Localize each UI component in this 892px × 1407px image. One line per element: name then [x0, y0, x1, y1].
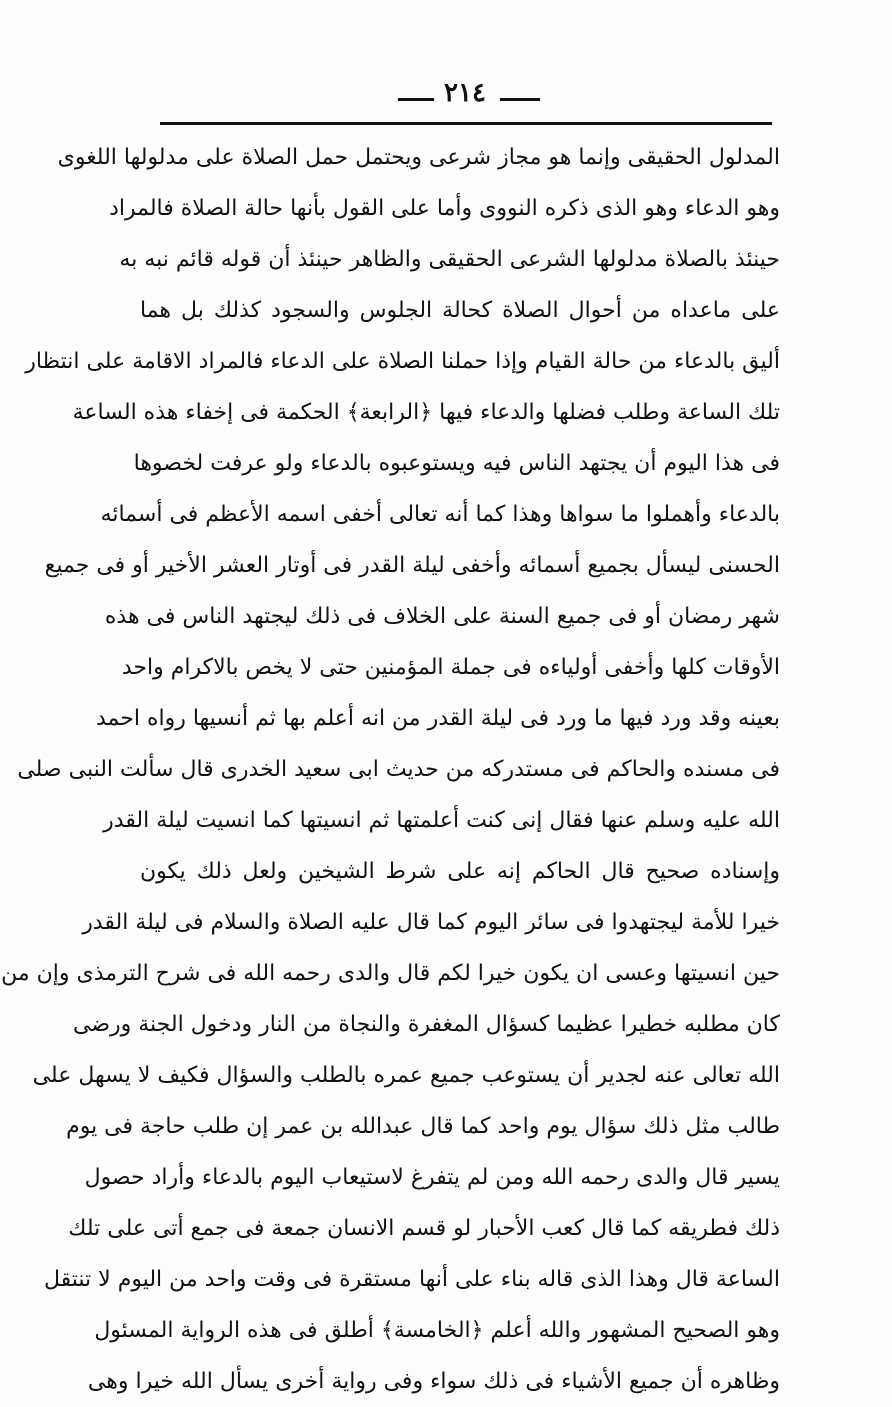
text-line: فى مسنده والحاكم فى مستدركه من حديث ابى سعيد الخدرى قال سألت النبى صلى	[17, 757, 780, 782]
page-number: ٢١٤	[444, 78, 486, 108]
text-line: حين انسيتها وعسى ان يكون خيرا لكم قال والدى رحمه الله فى شرح الترمذى وإن من	[1, 961, 780, 986]
text-line: بعينه وقد ورد فيها ما ورد فى ليلة القدر من انه أعلم بها ثم أنسيها رواه احمد	[95, 706, 780, 731]
text-line: خيرا للأمة ليجتهدوا فى سائر اليوم كما قال عليه الصلاة والسلام فى ليلة القدر	[82, 910, 780, 935]
text-line: الحسنى ليسأل بجميع أسمائه وأخفى ليلة القدر فى أوتار العشر الأخير أو فى جميع	[44, 553, 780, 578]
text-line: على ماعداه من أحوال الصلاة كحالة الجلوس والسجود كذلك بل هما	[140, 298, 780, 323]
text-line: الأوقات كلها وأخفى أولياءه فى جملة المؤمنين حتى لا يخص بالاكرام واحد	[121, 655, 780, 680]
text-line: يسير قال والدى رحمه الله ومن لم يتفرغ لاستيعاب اليوم بالدعاء وأراد حصول	[84, 1165, 780, 1190]
text-line: تلك الساعة وطلب فضلها والدعاء فيها ﴿الرابعة﴾ الحكمة فى إخفاء هذه الساعة	[72, 400, 780, 425]
text-line: الساعة قال وهذا الذى قاله بناء على أنها مستقرة فى وقت واحد من اليوم لا تنتقل	[43, 1267, 780, 1292]
page-header	[160, 78, 772, 124]
header-rule	[160, 122, 772, 125]
text-line: طالب مثل ذلك سؤال يوم واحد كما قال عبدالله بن عمر إن طلب حاجة فى يوم	[66, 1114, 780, 1139]
header-dash-right	[500, 98, 540, 101]
text-line: الله عليه وسلم عنها فقال إنى كنت أعلمتها ثم انسيتها كما انسيت ليلة القدر	[103, 808, 780, 833]
text-line: كان مطلبه خطيرا عظيما كسؤال المغفرة والنجاة من النار ودخول الجنة ورضى	[73, 1012, 780, 1037]
text-line: الله تعالى عنه لجدير أن يستوعب جميع عمره بالطلب والسؤال فكيف لا يسهل على	[32, 1063, 780, 1088]
text-line: أليق بالدعاء من حالة القيام وإذا حملنا الصلاة على الدعاء فالمراد الاقامة على انتظار	[25, 349, 780, 374]
text-line: وإسناده صحيح قال الحاكم إنه على شرط الشيخين ولعل ذلك يكون	[140, 859, 780, 884]
text-line: وهو الدعاء وهو الذى ذكره النووى وأما على القول بأنها حالة الصلاة فالمراد	[109, 196, 780, 221]
page-number-wrapper	[390, 78, 540, 108]
text-line: وهو الصحيح المشهور والله أعلم ﴿الخامسة﴾ أطلق فى هذه الرواية المسئول	[94, 1318, 780, 1343]
text-line: ذلك فطريقه كما قال كعب الأحبار لو قسم الانسان جمعة فى جمع أتى على تلك	[68, 1216, 780, 1241]
text-line: وظاهره أن جميع الأشياء فى ذلك سواء وفى رواية أخرى يسأل الله خيرا وهى	[87, 1369, 780, 1394]
text-line: فى هذا اليوم أن يجتهد الناس فيه ويستوعبوه بالدعاء ولو عرفت لخصوها	[133, 451, 780, 476]
text-line: حينئذ بالصلاة مدلولها الشرعى الحقيقى والظاهر حينئذ أن قوله قائم نبه به	[119, 247, 780, 272]
text-line: بالدعاء وأهملوا ما سواها وهذا كما أنه تعالى أخفى اسمه الأعظم فى أسمائه	[100, 502, 780, 527]
body-text	[1, 132, 780, 1407]
text-line: المدلول الحقيقى وإنما هو مجاز شرعى ويحتمل حمل الصلاة على مدلولها اللغوى	[57, 145, 780, 170]
text-line: شهر رمضان أو فى جميع السنة على الخلاف فى ذلك ليجتهد الناس فى هذه	[104, 604, 780, 629]
